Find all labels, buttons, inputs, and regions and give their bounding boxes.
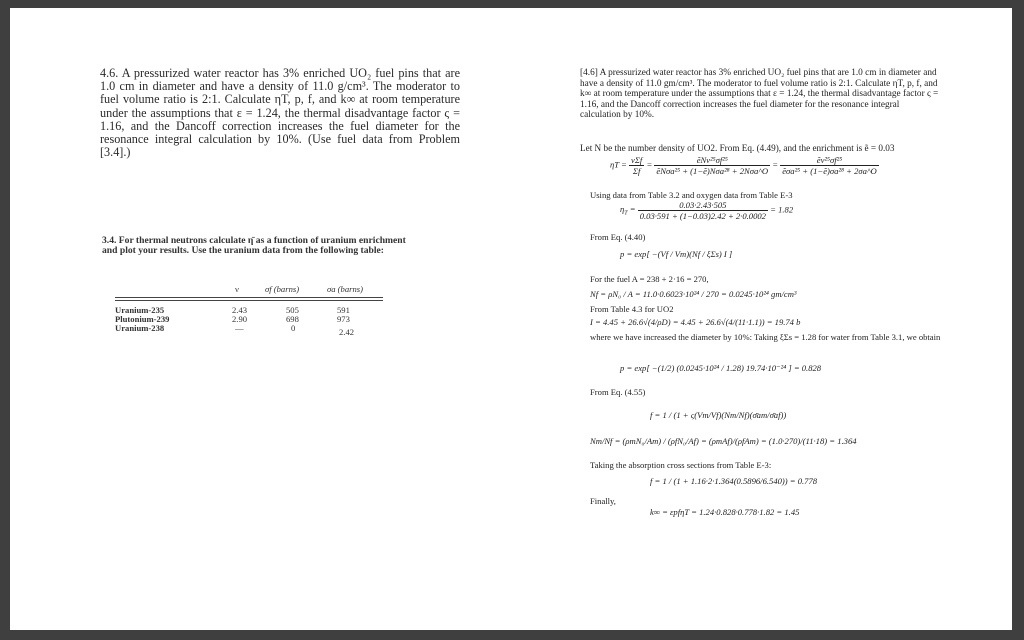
solution-from-eq-4-40: From Eq. (4.40) [590, 232, 646, 242]
table-cell-row1-name: Uranium-235 [115, 305, 165, 315]
solution-finally: Finally, [590, 496, 616, 506]
p-numeric-equation: p = exp[ −(1/2) (0.0245·10²⁴ / 1.28) 19.74·10⁻²⁴ ] = 0.828 [620, 363, 822, 373]
table-cell-row2-sa: 973 [337, 314, 350, 324]
table-cell-row2-name: Plutonium-239 [115, 314, 170, 324]
table-cell-row1-nu: 2.43 [232, 305, 248, 315]
solution-intro: [4.6] A pressurized water reactor has 3% enriched UO₂ fuel pins that are 1.0 cm in diameter and have a density of 11.0 gm/cm³. The moderator to fuel volume ratio is 2:1. Calculate ηT, p, f, and k∞ at room temperature under the assumptions that ε = 1.24, the thermal disadvantage factor ς = 1.16, and the Dancoff correction increases the fuel diameter for the resonance integral calculation by 10%. [580, 68, 939, 121]
table-cell-row3-sf: 0 [291, 323, 296, 333]
solution-fuel-a: For the fuel A = 238 + 2·16 = 270, [590, 274, 709, 284]
p-equation: p = exp[ −(Vf / Vm)(Nf / ξΣs) I ] [620, 249, 733, 259]
f-equation: f = 1 / (1 + ς(Vm/Vf)(Nm/Nf)(σ̄am/σ̄af)) [650, 410, 787, 420]
table-cell-row2-nu: 2.90 [232, 314, 248, 324]
solution-where: where we have increased the diameter by 10%: Taking ξΣs = 1.28 for water from Table 3.1, we obtain [590, 332, 941, 342]
table-cell-row1-sa: 591 [337, 305, 350, 315]
eta-numeric-num: 0.03·2.43·505 [638, 200, 768, 211]
solution-using: Using data from Table 3.2 and oxygen data from Table E-3 [590, 190, 793, 200]
solution-from-eq-4-55: From Eq. (4.55) [590, 387, 646, 397]
problem-4-6-text: 4.6. A pressurized water reactor has 3% enriched UO₂ fuel pins that are 1.0 cm in diameter and have a density of 11.0 g/cm³. The moderator to fuel volume ratio is 2:1. Calculate ηT, p, f, and k∞ at room temperature under the assumptions that ε = 1.24, the thermal disadvantage factor ς = 1.16, and the Dancoff correction increases the fuel diameter for the resonance integral calculation by 10%. (Use fuel data from Problem [3.4].) [100, 66, 460, 160]
document-page [10, 8, 1012, 630]
table-cell-row2-sf: 698 [286, 314, 299, 324]
eta-lhs: ηT = [610, 159, 627, 170]
table-cell-row3-name: Uranium-238 [115, 323, 165, 333]
table-header-sigma-f: σf (barns) [265, 284, 300, 294]
f-numeric-equation: f = 1 / (1 + 1.16·2·1.364(0.5896/6.540)) = 0.778 [650, 476, 818, 486]
table-header-sigma-a: σa (barns) [327, 284, 363, 294]
table-cell-row3-sa: 2.42 [339, 327, 355, 337]
table-rule-top [115, 297, 383, 298]
solution-let-n: Let N be the number density of UO2. From Eq. (4.49), and the enrichment is ẽ = 0.03 [580, 143, 895, 153]
i-equation: I = 4.45 + 26.6√(4/ρD) = 4.45 + 26.6√(4/(11·1.1)) = 19.74 b [590, 317, 801, 327]
eta-frac3-den: ẽσa²⁵ + (1−ẽ)σa²⁸ + 2σa^O [782, 166, 877, 176]
eta-numeric: $\eta_T$ = $\frac{0.03\cdot 2.43\cdot 505}{0.03\cdot 591 + (1-0.03)2.42 + 2\cdot 0.0002}$ = 1.82 [620, 200, 794, 221]
table-cell-row3-nu: — [235, 323, 244, 333]
eta-frac2-den: ẽNσa²⁵ + (1−ẽ)Nσa²⁸ + 2Nσa^O [656, 166, 769, 176]
eta-frac2-num: ẽNν²⁵σf²⁵ [654, 155, 770, 166]
eta-frac1-num: νΣf [631, 155, 643, 165]
eta-equation: ηT = $\frac{\text{νΣf}}{\Sigma f}$ = $\frac{\text{ẽNν²⁵σf²⁵}}{\text{ẽNσa²⁵ + (1−ẽ)Nσa²⁸ + 2Nσa\textasciicircum{}O}}$ = $\frac{\text{ẽν²⁵σf²⁵}}{\text{ẽσa²⁵ + (1−ẽ)σa²⁸ + 2σa\textasciicircum{}O}}$ [610, 155, 877, 176]
problem-3-4-text: 3.4. For thermal neutrons calculate η̄ as a function of uranium enrichment and plot your results. Use the uranium data from the following table: [102, 235, 406, 257]
table-cell-row1-sf: 505 [286, 305, 299, 315]
table-header-nu: ν [235, 284, 239, 294]
solution-taking: Taking the absorption cross sections from Table E-3: [590, 460, 772, 470]
nf-equation: Nf = ρN₀ / A = 11.0·0.6023·10²⁴ / 270 = 0.0245·10²⁴ gm/cm³ [590, 289, 797, 299]
eta-frac1-den: Σf [632, 166, 641, 176]
eta-frac3-num: ẽν²⁵σf²⁵ [780, 155, 879, 166]
eta-numeric-den: 0.03·591 + (1−0.03)2.42 + 2·0.0002 [639, 211, 766, 221]
ratio-equation: Nm/Nf = (ρmN₀/Am) / (ρfN₀/Af) = (ρmAf)/(ρfAm) = (1.0·270)/(11·18) = 1.364 [590, 436, 857, 446]
k-equation: k∞ = εpfηT = 1.24·0.828·0.778·1.82 = 1.45 [650, 507, 800, 517]
eta-result: = 1.82 [770, 204, 794, 215]
solution-table-4-3: From Table 4.3 for UO2 [590, 304, 674, 314]
table-rule-top-2 [115, 300, 383, 301]
